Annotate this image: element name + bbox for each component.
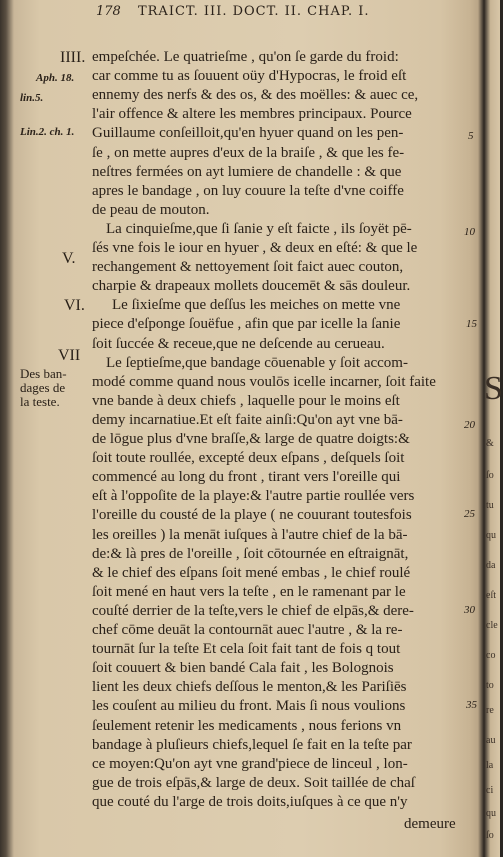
text-line: Guillaume conſeilloit,qu'en hyuer quand on les pen- <box>92 125 404 142</box>
line-number-25: 25 <box>464 508 475 520</box>
text-line: commencé au long du front , tirant vers l'oreille qui <box>92 469 401 486</box>
line-number-20: 20 <box>464 419 475 431</box>
text-line: de peau de mouton. <box>92 201 210 218</box>
line-number-15: 15 <box>466 318 477 330</box>
line-number-10: 10 <box>464 226 475 238</box>
facing-page-fragment: cle <box>486 620 498 631</box>
running-title: TRAICT. III. DOCT. II. CHAP. I. <box>137 4 370 19</box>
text-line: rechangement & nettoyement ſoit faict auec couton, <box>92 259 404 276</box>
text-line: vne bande à deux chiefs , laquelle pour le moins eſt <box>92 392 400 409</box>
text-line: ennemy des nerfs & des os, & des moëlles: & auec ce, <box>92 87 419 104</box>
facing-page-fragment: S <box>484 370 503 407</box>
facing-page-fragment: to <box>486 680 494 691</box>
text-line: charpie & drapeaux mollets doucemēt & sās douleur. <box>92 278 411 295</box>
facing-page-fragment: au <box>486 735 496 746</box>
text-line: de lōgue plus d'vne braſſe,& large de quatre doigts:& <box>92 431 410 447</box>
text-line: ſeulement retenir les medicaments , nous ferions vn <box>92 717 402 734</box>
line-number-30: 30 <box>464 604 475 616</box>
text-line: Le ſeptieſme,que bandage cōuenable y ſoit accom- <box>106 354 408 371</box>
section-marker-4: IIII. <box>60 49 86 66</box>
section-marker-5: V. <box>62 250 76 267</box>
text-line: modé comme quand nous voulōs icelle incarner, ſoit faite <box>92 373 436 390</box>
text-line: ſoit couuert & bien bandé Cala fait , les Bolognois <box>92 660 394 677</box>
text-line: ſoit ſuccée & receue,que ne deſcende au cerueau. <box>92 335 385 352</box>
facing-page-fragment: da <box>486 560 496 571</box>
facing-page-fragment: & <box>486 438 494 449</box>
text-line: empeſchée. Le quatrieſme , qu'on ſe garde du froid: <box>92 49 399 65</box>
margin-note-aph: Aph. 18. <box>36 72 75 84</box>
facing-page-fragment: re <box>486 705 494 716</box>
text-line: l'air offence & altere les membres principaux. Pource <box>92 106 412 123</box>
text-line: tournāt ſur la teſte Et cela ſoit fait tant de fois q tout <box>92 641 401 658</box>
margin-note-des-3: la teste. <box>20 394 60 409</box>
facing-page-fragment: ſo <box>486 470 494 481</box>
facing-page-fragment: tu <box>486 500 494 511</box>
text-line: l'oreille du cousté de la playe ( ne couurant toutesfois <box>92 507 412 524</box>
facing-page-fragment: ci <box>486 785 494 796</box>
facing-page-fragment: qu <box>486 530 496 541</box>
running-header <box>96 4 370 19</box>
facing-page-fragment: co <box>486 650 496 661</box>
text-line: ſoit toute roullée, excepté deux eſpans , deſquels ſoit <box>92 450 405 467</box>
text-line: les oreilles ) la menāt iuſques à l'autre chief de la bā- <box>92 526 408 543</box>
facing-page-fragment: eſt <box>486 590 496 601</box>
margin-note-lin2: Lin.2. ch. 1. <box>20 126 75 138</box>
text-line: couſté derrier de la teſte,vers le chief de elpās,& dere- <box>92 602 414 619</box>
facing-page-fragment: ſo <box>486 830 494 841</box>
text-line: bandage à pluſieurs chiefs,lequel ſe fait en la teſte par <box>92 736 412 753</box>
text-line: eſt à l'oppoſite de la playe:& l'autre partie roullée vers <box>92 488 415 505</box>
line-number-5: 5 <box>468 130 474 142</box>
text-line: neſtres fermées on ayt lumiere de chandelle : & que <box>92 163 402 180</box>
text-line: car comme tu as ſouuent oüy d'Hypocras, le froid eſt <box>92 68 407 85</box>
text-line: & le chief des eſpans ſoit mené embas , le chief roulé <box>92 564 411 581</box>
page-number: 178 <box>96 4 121 19</box>
text-line: piece d'eſponge ſouëfue , afin que par icelle la ſanie <box>92 316 401 333</box>
facing-page-edge <box>484 0 503 857</box>
section-marker-7: VII <box>58 347 81 364</box>
text-line: ce moyen:Qu'on ayt vne grand'piece de linceul , lon- <box>92 755 408 772</box>
text-line: La cinquieſme,que ſi ſanie y eſt faicte , ils ſoyët pē- <box>106 220 412 237</box>
text-line: ſoit mené en haut vers la teſte , en le ramenant par le <box>92 583 406 600</box>
margin-note-des-2: dages de <box>20 380 66 395</box>
section-marker-6: VI. <box>64 297 85 314</box>
text-line: apres le bandage , on luy couure la teſte d'vne coiffe <box>92 182 404 199</box>
text-line: que couté du l'arge de trois doits,iuſques à ce que n'y <box>92 793 408 810</box>
line-number-35: 35 <box>466 699 477 711</box>
text-line: de:& là pres de l'oreille , ſoit cōtournée en eſtraignāt, <box>92 545 409 562</box>
text-line: lient les deux chiefs deſſous le menton,& les Pariſiēs <box>92 679 407 696</box>
text-line: ſe , on mette aupres d'eux de la braiſe , & que les fe- <box>92 144 405 161</box>
text-line: les couſent au milieu du front. Mais ſi nous voulions <box>92 698 406 715</box>
catchword: demeure <box>404 816 456 832</box>
text-line: gue de trois eſpās,& large de deux. Soit taillée de chaſ <box>92 774 415 791</box>
margin-note-lin: lin.5. <box>20 92 44 104</box>
text-line: ſés vne fois le iour en hyuer , & deux en eſté: & que le <box>92 240 418 256</box>
text-line: Le ſixieſme que deſſus les meiches on mette vne <box>112 297 401 314</box>
text-line: chef cōme deuāt la contournāt auec l'autre , & la re- <box>92 622 403 638</box>
text-line: demy incarnatiue.Et eſt faite ainſi:Qu'on ayt vne bā- <box>92 411 403 428</box>
facing-page-fragment: la <box>486 760 494 771</box>
margin-note-des-1: Des ban- <box>20 366 67 381</box>
facing-page-fragment: qu <box>486 808 496 819</box>
